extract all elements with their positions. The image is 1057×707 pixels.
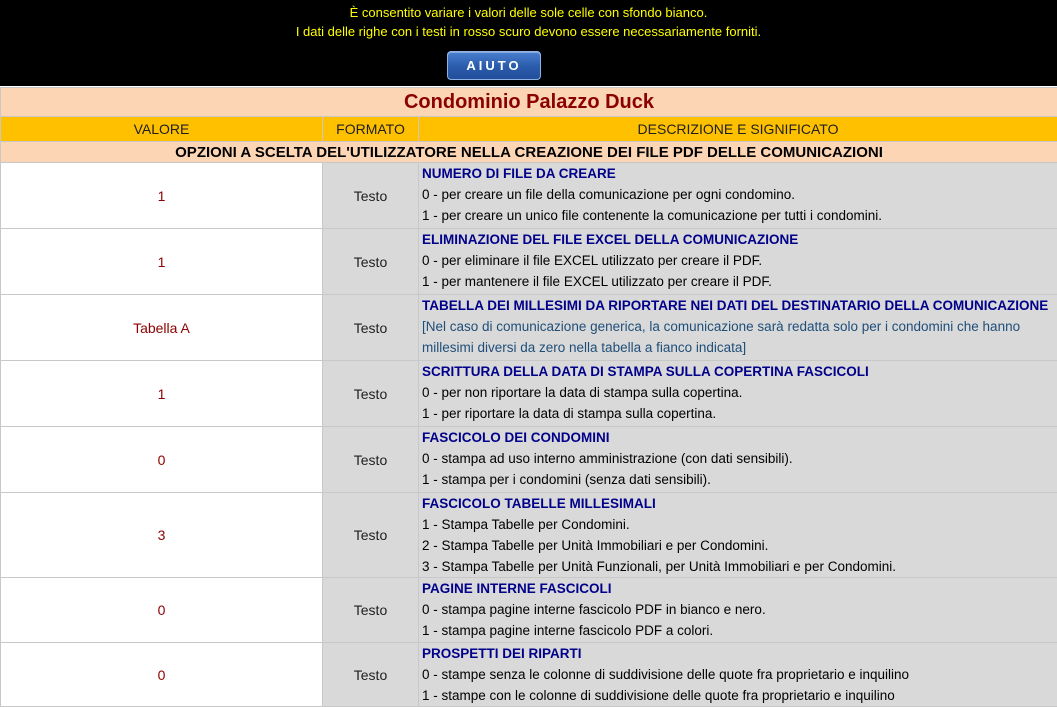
option-row	[1, 643, 1057, 707]
format-cell: Testo	[323, 643, 419, 707]
help-button[interactable]: AIUTO	[447, 51, 541, 80]
description-cell	[419, 427, 1057, 493]
option-title: NUMERO DI FILE DA CREARE	[422, 163, 1057, 184]
description-cell	[419, 361, 1057, 427]
value-cell[interactable]: Tabella A	[1, 295, 323, 361]
option-description-line: 2 - Stampa Tabelle per Unità Immobiliari e per Condomini.	[422, 535, 1057, 556]
option-row	[1, 578, 1057, 643]
value-cell[interactable]: 1	[1, 163, 323, 229]
description-cell	[419, 643, 1057, 707]
sheet-title: Condominio Palazzo Duck	[1, 88, 1057, 117]
option-rows	[1, 163, 1057, 707]
description-cell	[419, 163, 1057, 229]
option-row	[1, 229, 1057, 295]
value-cell[interactable]: 0	[1, 427, 323, 493]
option-description-line: 1 - stampa pagine interne fascicolo PDF a colori.	[422, 620, 1057, 641]
notice-line-2: I dati delle righe con i testi in rosso scuro devono essere necessariamente forniti.	[0, 22, 1057, 41]
option-title: SCRITTURA DELLA DATA DI STAMPA SULLA COPERTINA FASCICOLI	[422, 361, 1057, 382]
description-cell	[419, 295, 1057, 361]
option-title: FASCICOLO TABELLE MILLESIMALI	[422, 493, 1057, 514]
option-description-line: 1 - stampe con le colonne di suddivisione delle quote fra proprietario e inquilino	[422, 685, 1057, 706]
option-row	[1, 163, 1057, 229]
value-cell[interactable]: 3	[1, 493, 323, 578]
description-cell	[419, 229, 1057, 295]
format-cell: Testo	[323, 163, 419, 229]
option-description-line: 0 - per creare un file della comunicazione per ogni condomino.	[422, 184, 1057, 205]
option-row	[1, 361, 1057, 427]
value-cell[interactable]: 1	[1, 361, 323, 427]
option-title: TABELLA DEI MILLESIMI DA RIPORTARE NEI DATI DEL DESTINATARIO DELLA COMUNICAZIONE	[422, 295, 1057, 316]
format-cell: Testo	[323, 361, 419, 427]
option-description-line: 0 - stampa ad uso interno amministrazione (con dati sensibili).	[422, 448, 1057, 469]
header-descrizione: DESCRIZIONE E SIGNIFICATO	[419, 117, 1057, 142]
option-note: [Nel caso di comunicazione generica, la comunicazione sarà redatta solo per i condomini che hanno millesimi diversi da zero nella tabella a fianco indicata]	[422, 316, 1057, 358]
description-cell	[419, 578, 1057, 643]
option-description-line: 1 - per riportare la data di stampa sulla copertina.	[422, 403, 1057, 424]
option-title: ELIMINAZIONE DEL FILE EXCEL DELLA COMUNICAZIONE	[422, 229, 1057, 250]
format-cell: Testo	[323, 295, 419, 361]
description-cell	[419, 493, 1057, 578]
format-cell: Testo	[323, 427, 419, 493]
option-title: PROSPETTI DEI RIPARTI	[422, 643, 1057, 664]
option-title: FASCICOLO DEI CONDOMINI	[422, 427, 1057, 448]
option-description-line: 1 - stampa per i condomini (senza dati sensibili).	[422, 469, 1057, 490]
value-cell[interactable]: 0	[1, 578, 323, 643]
format-cell: Testo	[323, 229, 419, 295]
header-formato: FORMATO	[323, 117, 419, 142]
option-description-line: 1 - Stampa Tabelle per Condomini.	[422, 514, 1057, 535]
instructions-bar	[0, 0, 1057, 86]
option-description-line: 1 - per mantenere il file EXCEL utilizzato per creare il PDF.	[422, 271, 1057, 292]
value-cell[interactable]: 1	[1, 229, 323, 295]
options-sheet	[0, 87, 1057, 707]
header-valore: VALORE	[1, 117, 323, 142]
option-row	[1, 295, 1057, 361]
option-description-line: 3 - Stampa Tabelle per Unità Funzionali, per Unità Immobiliari e per Condomini.	[422, 556, 1057, 577]
value-cell[interactable]: 0	[1, 643, 323, 707]
option-row	[1, 493, 1057, 578]
section-heading: OPZIONI A SCELTA DEL'UTILIZZATORE NELLA CREAZIONE DEI FILE PDF DELLE COMUNICAZIONI	[1, 142, 1057, 163]
option-row	[1, 427, 1057, 493]
notice-line-1: È consentito variare i valori delle sole celle con sfondo bianco.	[0, 0, 1057, 22]
format-cell: Testo	[323, 578, 419, 643]
format-cell: Testo	[323, 493, 419, 578]
option-description-line: 0 - per non riportare la data di stampa sulla copertina.	[422, 382, 1057, 403]
option-description-line: 0 - per eliminare il file EXCEL utilizzato per creare il PDF.	[422, 250, 1057, 271]
option-description-line: 0 - stampe senza le colonne di suddivisione delle quote fra proprietario e inquilino	[422, 664, 1057, 685]
option-description-line: 0 - stampa pagine interne fascicolo PDF in bianco e nero.	[422, 599, 1057, 620]
option-description-line: 1 - per creare un unico file contenente la comunicazione per tutti i condomini.	[422, 205, 1057, 226]
option-title: PAGINE INTERNE FASCICOLI	[422, 578, 1057, 599]
